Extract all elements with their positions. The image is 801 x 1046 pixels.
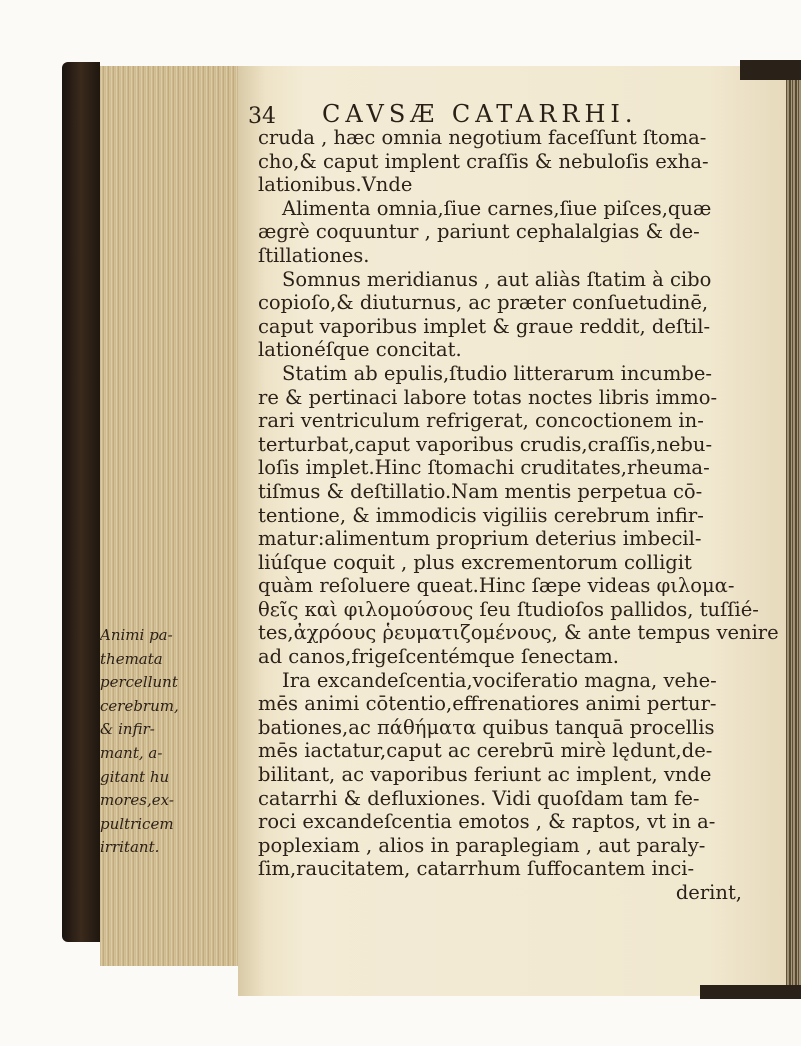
text-line: cruda , hæc omnia negotium faceſſunt ſtoma- [258,126,707,149]
top-corner-shadow [740,60,801,80]
text-line: Somnus meridianus , aut aliàs ſtatim à cibo [282,267,712,291]
marginal-line: cerebrum, [100,696,179,715]
marginal-line: & infir- [100,720,155,739]
text-line: derint, [675,881,742,904]
page-number: 34 [248,104,276,129]
text-line: roci excandeſcentia emotos , & raptos, vt in a- [258,810,716,834]
marginal-line: pultricem [100,814,174,833]
book-binding [62,62,100,942]
text-line: Alimenta omnia,ſiue carnes,ſiue piſces,quæ [282,196,712,220]
bottom-corner-shadow [700,985,801,999]
text-line: liúſque coquit , plus excrementorum colligit [258,550,692,574]
text-line: tes,ἀχρόους ῥευματιζομένους, & ante tempus venire [258,621,779,645]
text-line: matur:alimentum proprium deterius imbecil- [258,527,702,551]
marginal-line: percellunt [100,673,178,692]
text-line: rari ventriculum refrigerat, concoctionem in- [258,409,704,433]
marginal-line: gitant hu [100,767,170,786]
text-line: ægrè coquuntur , pariunt cephalalgias & de- [258,220,700,244]
marginal-line: irritant. [100,838,160,857]
text-line: Ira excandeſcentia,vociferatio magna, vehe- [282,668,717,692]
text-line: catarrhi & defluxiones. Vidi quoſdam tam fe- [258,786,700,810]
body-text [258,126,779,905]
running-head: CAVSÆ CATARRHI. [322,100,638,128]
text-line: mēs iactatur,caput ac cerebrū mirè lędunt,de- [258,739,713,763]
text-line: ad canos,frigeſcentémque ſenectam. [258,645,619,669]
page-edges-right [786,70,801,990]
text-line: poplexiam , alios in paraplegiam , aut paraly- [258,833,706,857]
marginal-line: mores,ex- [100,791,174,810]
text-line: tiſmus & deſtillatio.Nam mentis perpetua cō- [258,479,703,503]
text-line: bationes,ac πάθήματα quibus tanquā procellis [258,715,715,739]
text-line: tentione, & immodicis vigiliis cerebrum infir- [258,503,704,527]
text-line: θεῖς καὶ φιλομούσους ſeu ſtudioſos pallidos, tuſſié- [258,597,759,621]
text-line: mēs animi cōtentio,effrenatiores animi pertur- [258,692,717,716]
text-line: Statim ab epulis,ſtudio litterarum incumbe- [282,361,712,385]
text-line: terturbat,caput vaporibus crudis,craſſis,nebu- [258,432,713,456]
marginal-note [100,624,212,860]
marginal-line: Animi pa- [100,626,173,644]
text-line: re & pertinaci labore totas noctes libris immo- [258,385,718,409]
text-line: lationibus.Vnde [258,173,413,197]
marginal-line: themata [100,649,163,668]
text-line: bilitant, ac vaporibus feriunt ac implent, vnde [258,763,712,787]
text-line: copioſo,& diuturnus, ac præter conſuetudinē, [258,291,709,315]
text-line: lationéſque concitat. [258,338,462,362]
text-line: quàm reſoluere queat.Hinc ſæpe videas φιλομα- [258,574,735,598]
marginal-line: mant, a- [100,743,163,762]
text-line: ſim,raucitatem, catarrhum ſuffocantem inci- [258,857,695,881]
text-line: loſis implet.Hinc ſtomachi cruditates,rheuma- [258,456,710,480]
text-line: ſtillationes. [258,243,370,267]
text-line: caput vaporibus implet & graue reddit, deſtil- [258,314,711,338]
text-line: cho,& caput implent craſſis & nebuloſis exha- [258,149,709,173]
